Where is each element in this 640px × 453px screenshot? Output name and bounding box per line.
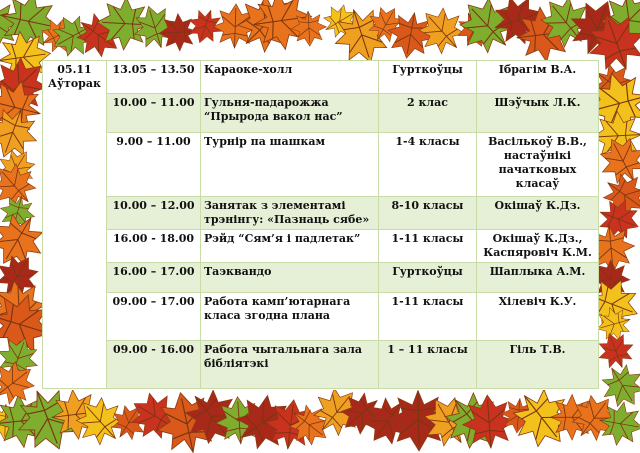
time-cell: 10.00 – 12.00 [107, 197, 201, 230]
time-cell: 09.00 – 17.00 [107, 293, 201, 341]
table-row [43, 61, 599, 94]
activity-cell: Турнір па шашкам [201, 133, 379, 197]
time-cell: 16.00 – 17.00 [107, 263, 201, 293]
responsible-cell: Гіль Т.В. [477, 341, 599, 389]
responsible-cell: Ібрагім В.А. [477, 61, 599, 94]
table-row [43, 133, 599, 197]
time-cell: 13.05 – 13.50 [107, 61, 201, 94]
responsible-cell: Шэўчык Л.К. [477, 94, 599, 133]
time-cell: 09.00 - 16.00 [107, 341, 201, 389]
table-row [43, 230, 599, 263]
activity-cell: Гульня-падарожжа “Прырода вакол нас” [201, 94, 379, 133]
responsible-cell: Шаплыка А.М. [477, 263, 599, 293]
table-row [43, 94, 599, 133]
day-weekday: Аўторак [48, 77, 101, 90]
table-row [43, 197, 599, 230]
participants-cell: 1-11 класы [379, 230, 477, 263]
participants-cell: 1-11 класы [379, 293, 477, 341]
time-cell: 10.00 – 11.00 [107, 94, 201, 133]
time-cell: 9.00 – 11.00 [107, 133, 201, 197]
participants-cell: 1 – 11 класы [379, 341, 477, 389]
participants-cell: 2 клас [379, 94, 477, 133]
activity-cell: Таэквандо [201, 263, 379, 293]
participants-cell: Гурткоўцы [379, 263, 477, 293]
day-date: 05.11 [57, 63, 92, 76]
responsible-cell: Окішаў К.Дз. [477, 197, 599, 230]
schedule-table [42, 60, 599, 389]
table-row [43, 293, 599, 341]
activity-cell: Караоке-холл [201, 61, 379, 94]
participants-cell: 1-4 класы [379, 133, 477, 197]
activity-cell: Занятак з элементамі трэнінгу: «Пазнаць сябе» [201, 197, 379, 230]
day-cell [43, 61, 107, 389]
table-row [43, 263, 599, 293]
table-row [43, 341, 599, 389]
responsible-cell: Хілевіч К.У. [477, 293, 599, 341]
time-cell: 16.00 - 18.00 [107, 230, 201, 263]
responsible-cell: Васількоў В.В., настаўнікі пачатковых класаў [477, 133, 599, 197]
activity-cell: Работа чытальнага зала бібліятэкі [201, 341, 379, 389]
activity-cell: Работа камп’ютарнага класа згодна плана [201, 293, 379, 341]
activity-cell: Рэйд “Сям’я і падлетак” [201, 230, 379, 263]
participants-cell: Гурткоўцы [379, 61, 477, 94]
participants-cell: 8-10 класы [379, 197, 477, 230]
responsible-cell: Окішаў К.Дз., Каспяровіч К.М. [477, 230, 599, 263]
